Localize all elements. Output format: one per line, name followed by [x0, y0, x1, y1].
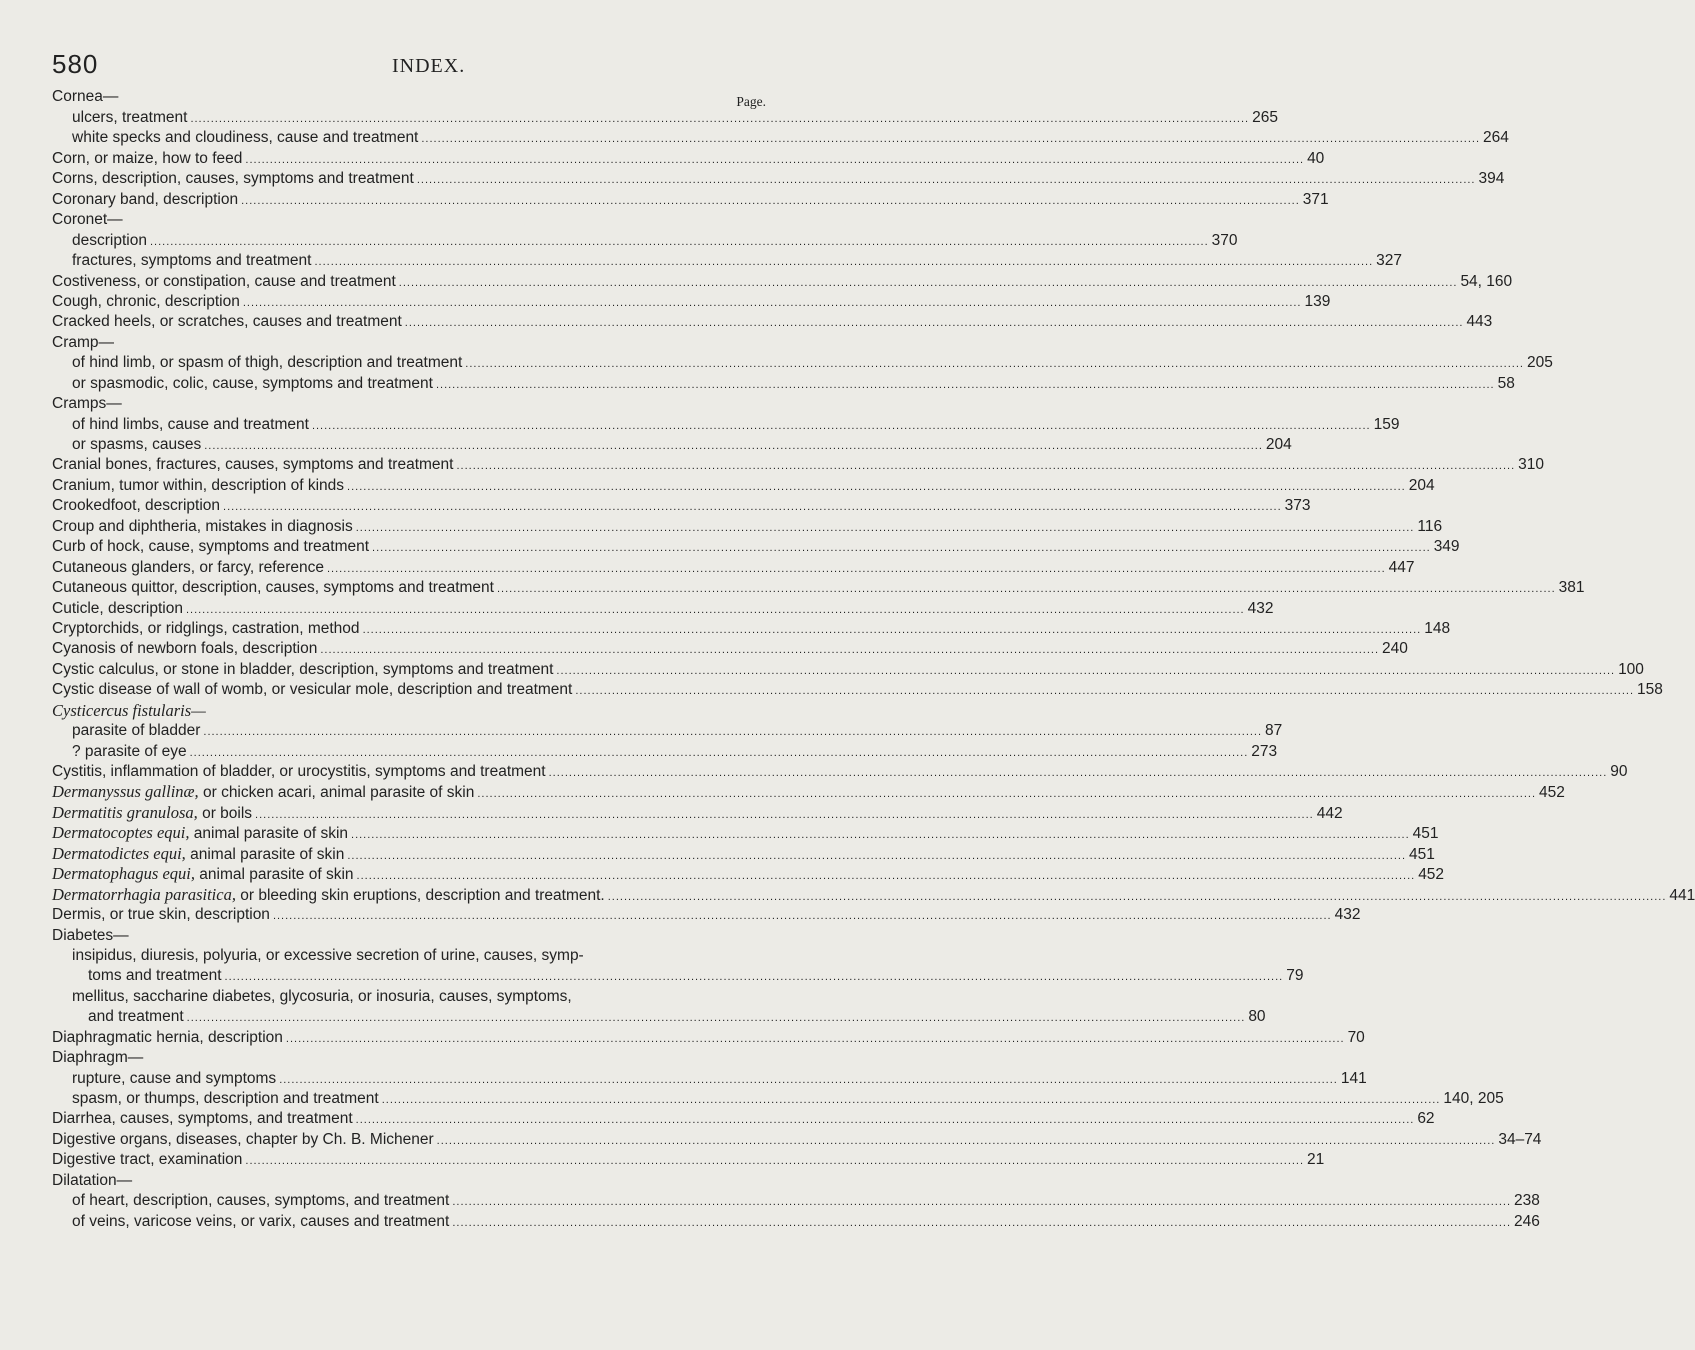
leader-dots — [379, 1090, 1444, 1110]
entry-text — [52, 680, 572, 700]
index-entry — [52, 742, 1278, 762]
entry-text — [72, 353, 462, 373]
index-entry — [52, 435, 1292, 455]
leader-dots — [353, 518, 1418, 538]
leader-dots — [344, 477, 1409, 497]
entry-label: rupture, cause and symptoms — [72, 1069, 277, 1087]
index-entry — [52, 415, 1400, 435]
entry-page: 205 — [1526, 354, 1553, 372]
entry-text — [72, 108, 187, 128]
leader-dots — [453, 456, 1518, 476]
index-entries — [52, 108, 1695, 1232]
entry-page: 370 — [1211, 231, 1238, 249]
leader-dots — [414, 170, 1479, 190]
leader-dots — [242, 1151, 1307, 1171]
entry-label: Coronary band, description — [52, 190, 239, 208]
leader-dots — [353, 1110, 1418, 1130]
entry-text — [52, 1028, 283, 1048]
entry-text — [52, 476, 344, 496]
index-entry — [52, 578, 1585, 598]
leader-dots — [187, 109, 1252, 129]
entry-label: Dermis, or true skin, description — [52, 906, 270, 924]
entry-text — [52, 639, 317, 659]
leader-dots — [494, 579, 1559, 599]
entry-label: Cystitis, inflammation of bladder, or urocystitis, symptoms and treatment — [52, 763, 546, 780]
index-entry — [52, 619, 1451, 639]
entry-label: Digestive tract, examination — [52, 1151, 243, 1169]
index-entry — [52, 1048, 766, 1068]
leader-dots — [449, 1192, 1514, 1212]
entry-label: ? parasite of eye — [72, 742, 187, 760]
entry-text — [52, 496, 220, 516]
leader-dots — [474, 784, 1539, 804]
entry-page: 246 — [1514, 1212, 1540, 1230]
entry-text — [52, 823, 348, 844]
entry-label: toms and treatment — [88, 967, 222, 985]
leader-dots — [276, 1070, 1341, 1090]
entry-label: Cracked heels, or scratches, causes and treatment — [52, 313, 402, 331]
entry-page: 159 — [1373, 415, 1400, 433]
entry-page: 90 — [1610, 763, 1628, 780]
entry-label: Diarrhea, causes, symptoms, and treatment — [52, 1110, 353, 1128]
entry-text — [52, 864, 354, 885]
entry-text — [52, 701, 206, 722]
entry-text — [52, 210, 123, 230]
index-entry — [52, 108, 1278, 128]
index-entry — [52, 1069, 1367, 1089]
entry-label: insipidus, diuresis, polyuria, or excessive secretion of urine, causes, symp- — [72, 946, 584, 964]
entry-page: 432 — [1334, 906, 1361, 924]
leader-dots — [200, 722, 1265, 742]
entry-text — [52, 578, 494, 598]
leader-dots — [270, 906, 1335, 926]
index-entry — [52, 353, 1553, 373]
leader-dots — [242, 150, 1307, 170]
entry-label: Diaphragmatic hernia, description — [52, 1028, 283, 1046]
leader-dots — [283, 1029, 1348, 1049]
entry-label: of hind limbs, cause and treatment — [72, 415, 309, 433]
entry-page: 70 — [1347, 1028, 1365, 1046]
entry-text — [72, 1191, 449, 1211]
leader-dots — [433, 375, 1498, 395]
entry-italic-term: Dermatitis granulosa, — [52, 802, 198, 822]
page-title: INDEX. — [392, 55, 466, 77]
index-entry — [52, 1191, 1540, 1211]
entry-page: 452 — [1539, 784, 1565, 802]
index-entry — [52, 251, 1403, 271]
leader-dots — [449, 1213, 1514, 1233]
entry-page: 204 — [1265, 436, 1292, 453]
entry-label: of hind limb, or spasm of thigh, description and treatment — [72, 354, 463, 372]
index-entry — [52, 966, 1304, 986]
entry-page: 371 — [1302, 190, 1329, 208]
entry-text — [52, 599, 183, 619]
entry-text — [52, 455, 453, 475]
entry-page: 273 — [1251, 742, 1278, 760]
entry-label: Cramp— — [52, 333, 115, 351]
entry-label: Cryptorchids, or ridglings, castration, method — [52, 619, 360, 637]
entry-text — [52, 272, 396, 292]
entry-label: mellitus, saccharine diabetes, glycosuria, or inosuria, causes, symptoms, — [72, 987, 572, 1005]
entry-text — [52, 149, 242, 169]
entry-page: 79 — [1286, 967, 1304, 985]
entry-page: 310 — [1518, 456, 1544, 474]
leader-dots — [396, 273, 1461, 293]
entry-text — [72, 231, 147, 251]
index-entry — [52, 864, 1445, 884]
leader-dots — [317, 640, 1382, 660]
entry-text — [72, 128, 418, 148]
index-entry — [52, 926, 766, 946]
entry-page: 158 — [1637, 681, 1663, 699]
index-entry — [52, 823, 1439, 843]
entry-text — [52, 1171, 132, 1191]
index-entry — [52, 292, 1331, 312]
leader-dots — [220, 497, 1285, 517]
entry-label: Cranial bones, fractures, causes, symptoms and treatment — [52, 456, 454, 474]
entry-page: 451 — [1412, 825, 1439, 843]
entry-label: Coronet— — [52, 211, 123, 229]
entry-label: Corns, description, causes, symptoms and treatment — [52, 170, 414, 188]
leader-dots — [222, 967, 1287, 987]
entry-text — [72, 721, 200, 741]
entry-text — [72, 374, 433, 394]
entry-page: 443 — [1466, 313, 1493, 331]
entry-text — [52, 926, 129, 946]
entry-text — [72, 1069, 276, 1089]
entry-page: 447 — [1388, 558, 1415, 576]
column-header — [52, 88, 766, 108]
entry-text — [52, 885, 605, 906]
entry-text — [88, 966, 222, 986]
entry-label: Cystic calculus, or stone in bladder, description, symptoms and treatment — [52, 660, 554, 678]
index-entry — [52, 272, 1513, 292]
index-entry — [52, 1171, 766, 1191]
entry-italic-term: Dermatorrhagia parasitica, — [52, 884, 236, 904]
entry-label: Cutaneous glanders, or farcy, reference — [52, 558, 324, 576]
leader-dots — [369, 538, 1434, 558]
entry-label: Diaphragm— — [52, 1049, 144, 1067]
entry-text — [52, 1150, 242, 1170]
entry-label: Cysticercus fistularis— — [52, 700, 206, 720]
entry-text — [52, 1109, 353, 1129]
entry-text — [52, 312, 402, 332]
entry-page: 148 — [1424, 619, 1451, 637]
entry-page: 21 — [1307, 1151, 1325, 1169]
index-entry — [52, 1089, 1504, 1109]
entry-text — [52, 619, 360, 639]
entry-text — [52, 803, 252, 824]
index-entry — [52, 1028, 1365, 1048]
leader-dots — [546, 763, 1611, 783]
entry-label: parasite of bladder — [72, 722, 201, 740]
index-entry — [52, 843, 1435, 864]
entry-label: Croup and diphtheria, mistakes in diagnosis — [52, 517, 353, 535]
entry-text — [52, 394, 122, 414]
leader-dots — [309, 416, 1374, 436]
entry-label: of veins, varicose veins, or varix, causes and treatment — [72, 1212, 450, 1230]
entry-page: 452 — [1418, 866, 1445, 884]
entry-italic-term: Dermanyssus gallinæ, — [52, 782, 199, 802]
index-entry — [52, 190, 1329, 210]
entry-page: 139 — [1304, 292, 1331, 310]
entry-text — [52, 762, 546, 782]
index-entry — [52, 762, 1628, 782]
leader-dots — [605, 887, 1670, 907]
leader-dots — [572, 681, 1637, 701]
entry-page: 349 — [1433, 538, 1460, 556]
entry-text — [52, 782, 474, 803]
entry-text — [52, 558, 324, 578]
entry-page: 442 — [1316, 804, 1343, 822]
entry-label: and treatment — [88, 1008, 184, 1026]
leader-dots — [201, 436, 1266, 456]
entry-italic-term: Dermatodictes equi, — [52, 843, 186, 863]
index-entry — [52, 1212, 1540, 1232]
leader-dots — [184, 1008, 1249, 1028]
entry-page: 100 — [1618, 660, 1644, 678]
leader-dots — [344, 846, 1409, 866]
entry-text — [72, 1089, 379, 1109]
entry-text — [72, 1212, 449, 1232]
entry-page: 141 — [1340, 1069, 1367, 1087]
entry-page: 240 — [1382, 640, 1408, 658]
entry-italic-term: Dermatophagus equi, — [52, 864, 195, 884]
entry-text — [52, 905, 270, 925]
index-entry — [52, 210, 766, 230]
entry-label: Dilatation— — [52, 1171, 133, 1189]
entry-text — [72, 987, 572, 1007]
index-entry — [52, 946, 766, 966]
entry-label: Cutaneous quittor, description, causes, symptoms and treatment — [52, 579, 494, 597]
index-entry — [52, 905, 1361, 925]
entry-label: Cyanosis of newborn foals, description — [52, 640, 318, 658]
page-number: 580 — [52, 49, 99, 79]
index-entry — [52, 884, 1695, 905]
index-entry — [52, 333, 766, 353]
entry-page: 58 — [1497, 374, 1515, 392]
leader-dots — [402, 313, 1467, 333]
entry-page: 80 — [1248, 1008, 1266, 1026]
entry-label: Cuticle, description — [52, 599, 183, 617]
entry-page: 116 — [1417, 517, 1443, 535]
entry-label: Crookedfoot, description — [52, 497, 221, 515]
entry-page: 54, 160 — [1460, 272, 1513, 290]
entry-page: 451 — [1409, 845, 1435, 863]
entry-label: fractures, symptoms and treatment — [72, 252, 312, 270]
leader-dots — [462, 354, 1527, 374]
entry-page: 373 — [1284, 497, 1311, 515]
entry-label: white specks and cloudiness, cause and treatment — [72, 129, 419, 147]
entry-label: Cough, chronic, description — [52, 292, 240, 310]
entry-page: 327 — [1376, 252, 1403, 270]
entry-page: 87 — [1265, 722, 1283, 740]
leader-dots — [252, 805, 1317, 825]
entry-label: Corn, or maize, how to feed — [52, 149, 243, 167]
index-entry — [52, 455, 1544, 475]
index-entry — [52, 374, 1515, 394]
entry-text — [52, 660, 553, 680]
leader-dots — [147, 232, 1212, 252]
entry-text — [52, 1048, 143, 1068]
index-entry — [52, 1130, 1542, 1150]
entry-page: 441 — [1669, 886, 1695, 904]
entry-label: of heart, description, causes, symptoms, and treatment — [72, 1192, 450, 1210]
entry-page: 394 — [1478, 170, 1505, 188]
entry-page: 140, 205 — [1443, 1090, 1504, 1107]
entry-label: description — [72, 231, 147, 249]
entry-label: animal parasite of skin — [195, 866, 354, 884]
leader-dots — [324, 559, 1389, 579]
entry-page: 204 — [1408, 476, 1435, 494]
entry-text — [52, 844, 344, 865]
leader-dots — [187, 743, 1252, 763]
entry-text — [72, 435, 201, 455]
first-heading: Cornea— — [52, 88, 119, 105]
index-entry — [52, 1007, 1266, 1027]
entry-label: or chicken acari, animal parasite of skin — [198, 784, 475, 802]
entry-page: 381 — [1558, 579, 1585, 597]
entry-italic-term: Dermatocoptes equi, — [52, 823, 190, 843]
entry-label: ulcers, treatment — [72, 109, 188, 126]
leader-dots — [311, 252, 1376, 272]
index-entry — [52, 660, 1644, 680]
index-entry — [52, 782, 1565, 802]
entry-label: or boils — [197, 804, 253, 822]
entry-label: Curb of hock, cause, symptoms and treatment — [52, 538, 370, 556]
index-entry — [52, 476, 1435, 496]
entry-page: 62 — [1417, 1110, 1435, 1128]
entry-text — [52, 537, 369, 557]
entry-text — [52, 292, 240, 312]
leader-dots — [553, 661, 1618, 681]
entry-label: Costiveness, or constipation, cause and treatment — [52, 272, 396, 290]
leader-dots — [348, 825, 1413, 845]
index-entry — [52, 537, 1460, 557]
index-entry — [52, 599, 1274, 619]
entry-label: or spasms, causes — [72, 436, 202, 453]
page-column-label: Page. — [736, 94, 766, 109]
leader-dots — [434, 1131, 1499, 1151]
entry-page: 238 — [1514, 1192, 1540, 1210]
entry-page: 432 — [1247, 599, 1274, 617]
index-entry — [52, 128, 1509, 148]
index-entry — [52, 802, 1343, 823]
index-entry — [52, 701, 766, 721]
entry-text — [52, 190, 238, 210]
entry-label: Digestive organs, diseases, chapter by Ch. B. Michener — [52, 1130, 434, 1148]
entry-text — [52, 517, 353, 537]
index-entry — [52, 149, 1325, 169]
index-entry — [52, 1109, 1435, 1129]
leader-dots — [360, 620, 1425, 640]
entry-label: animal parasite of skin — [185, 845, 345, 863]
index-entry — [52, 721, 1283, 741]
entry-label: or spasmodic, colic, cause, symptoms and treatment — [72, 374, 433, 392]
entry-text — [72, 946, 584, 966]
entry-page: 264 — [1483, 129, 1509, 147]
index-entry — [52, 517, 1443, 537]
entry-label: Diabetes— — [52, 926, 129, 944]
index-entry — [52, 231, 1238, 251]
index-entry — [52, 558, 1415, 578]
entry-page: 40 — [1307, 149, 1325, 167]
index-entry — [52, 394, 766, 414]
entry-text — [88, 1007, 184, 1027]
entry-text — [72, 251, 311, 271]
entry-label: spasm, or thumps, description and treatment — [72, 1090, 379, 1107]
entry-page: 265 — [1252, 109, 1278, 126]
index-entry — [52, 1150, 1325, 1170]
index-entry — [52, 312, 1493, 332]
leader-dots — [418, 129, 1483, 149]
entry-text — [72, 742, 187, 762]
leader-dots — [354, 866, 1419, 886]
entry-label: Cramps— — [52, 395, 122, 413]
entry-label: Cystic disease of wall of womb, or vesicular mole, description and treatment — [52, 681, 573, 699]
entry-label: or bleeding skin eruptions, description and treatment. — [235, 886, 605, 904]
index-entry — [52, 496, 1311, 516]
entry-label: animal parasite of skin — [189, 825, 349, 843]
entry-text — [72, 415, 309, 435]
leader-dots — [240, 293, 1305, 313]
entry-page: 34–74 — [1498, 1130, 1542, 1148]
index-entry — [52, 987, 766, 1007]
entry-text — [52, 169, 414, 189]
entry-text — [52, 333, 114, 353]
leader-dots — [183, 600, 1248, 620]
page-header — [52, 49, 752, 83]
entry-text — [52, 1130, 434, 1150]
index-entry — [52, 639, 1408, 659]
index-entry — [52, 169, 1505, 189]
index-entry — [52, 680, 1663, 700]
entry-label: Cranium, tumor within, description of kinds — [52, 476, 345, 494]
leader-dots — [238, 191, 1303, 211]
